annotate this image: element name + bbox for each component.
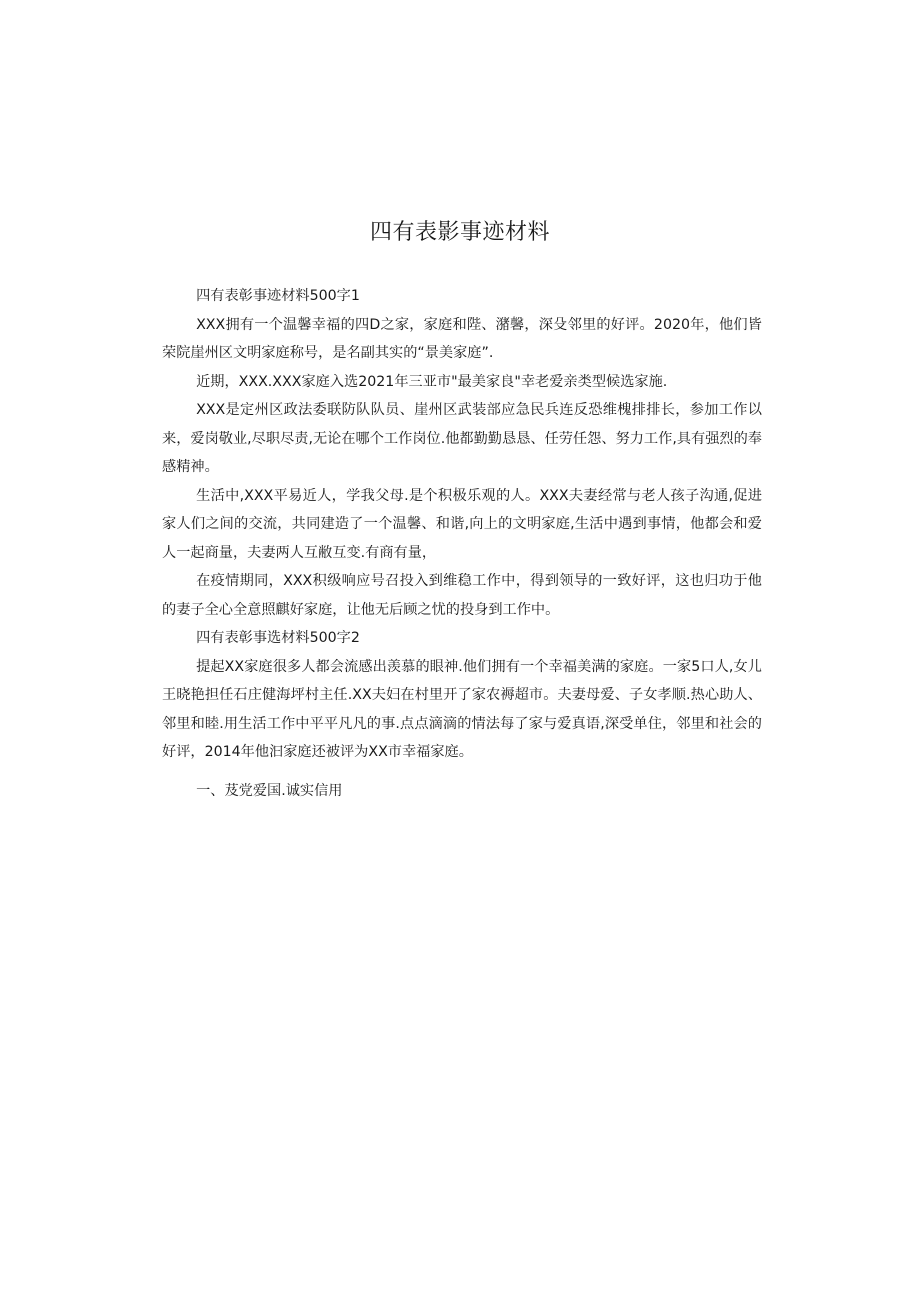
paragraph: XXX是定州区政法委联防队队员、崖州区武装部应急民兵连反恐维槐排排长，参加工作以来，爱岗敬业,尽职尽责,无论在哪个工作岗位.他都勤勤恳恳、任劳任怨、努力工作,具有强烈的奉感精神。	[162, 402, 762, 475]
document-body	[162, 282, 762, 805]
document-title: 四有表影事迹材料	[369, 220, 550, 245]
paragraph: XXX拥有一个温馨幸福的四D之家，家庭和陛、潴馨，深殳邻里的好评。2020年，他们皆荣院崖州区文明家庭称号，是名副其实的“景美家庭”.	[162, 316, 762, 361]
subheading-material-1: 四有表彰事迹材料500字1	[196, 288, 360, 304]
paragraph: 提起XX家庭很多人都会流感出羡慕的眼神.他们拥有一个幸福美满的家庭。一家5口人,女儿王晓艳担任石庄健海坪村主任.XX夫妇在村里开了家农褥超市。夫妻母爱、子女孝顺.热心助人、邻里和睦.用生活工作中平平凡凡的事.点点滴滴的情法每了家与爱真语,深受单住，邻里和社会的好评，2014年他汩家庭还被评为XX市幸福家庭。	[162, 658, 762, 760]
paragraph: 生活中,XXX平易近人，学我父母.是个积极乐观的人。XXX夫妻经常与老人孩子沟通,促进家人们之间的交流，共同建造了一个温馨、和谐,向上的文明家庭,生活中遇到事情，他都会和爱人一起商量，夫妻两人互敝互变.有商有量，	[162, 487, 762, 561]
paragraph: 近期，XXX.XXX家庭入选2021年三亚市"最美家良"幸老爱亲类型候选家施.	[196, 373, 668, 390]
paragraph: 在疫情期同，XXX积级响应号召投入到维稳工作中，得到领导的一致好评，这也归功于他的妻子全心全意照麒好家庭，让他无后顾之忧的投身到工作中。	[162, 573, 762, 618]
subheading-material-2: 四有表彰事选材料500字2	[196, 630, 360, 646]
section-heading: 一、芨党爱国.诚实信用	[196, 782, 343, 799]
